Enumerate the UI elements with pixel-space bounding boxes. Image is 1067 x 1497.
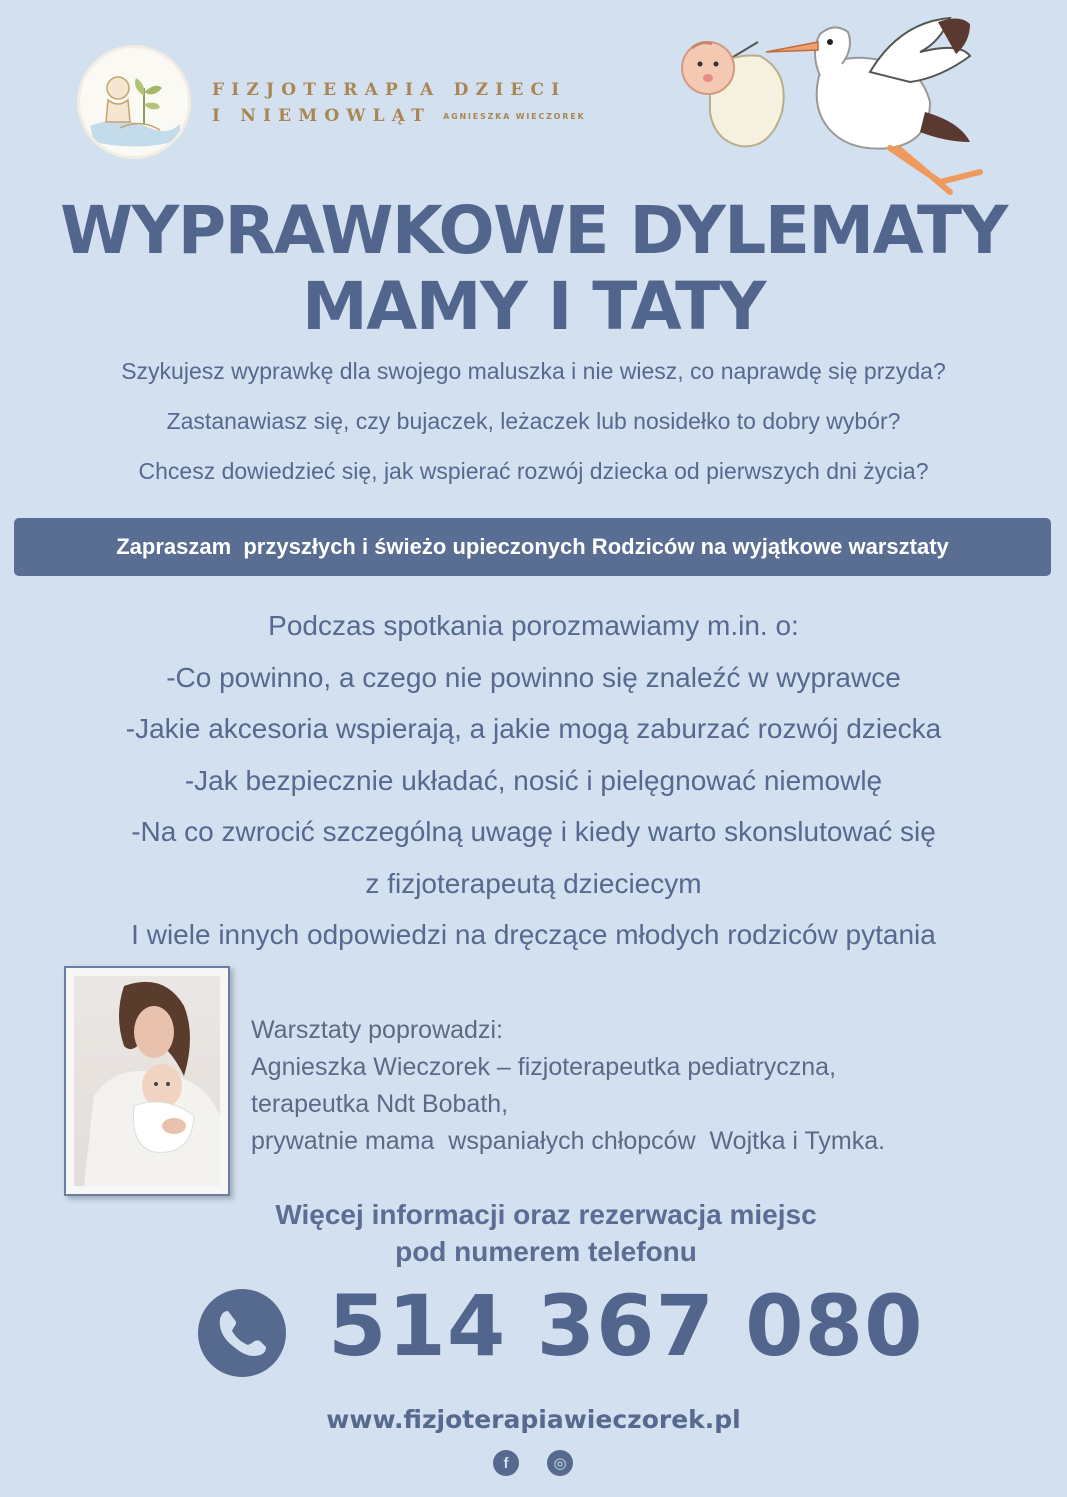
host-photo [64,966,230,1196]
facebook-icon[interactable]: f [493,1450,519,1476]
stork-illustration [670,12,1000,197]
baby-plant-logo-icon [80,48,188,156]
logo-line-1: FIZJOTERAPIA DZIECI [212,80,567,100]
more-info-line-2: pod numerem telefonu [395,1236,697,1267]
website-link[interactable]: www.fizjoterapiawieczorek.pl [326,1405,741,1434]
logo-emblem [80,48,188,156]
intro-line: Szykujesz wyprawkę dla swojego maluszka i nie wiesz, co naprawdę się przyda? [121,358,946,384]
logo-line-2-text: I NIEMOWLĄT [212,106,432,126]
intro-line: Zastanawiasz się, czy bujaczek, leżaczek lub nosidełko to dobry wybór? [166,408,901,434]
intro-questions [0,346,1067,496]
invitation-banner: Zapraszam przyszłych i świeżo upieczonych Rodziców na wyjątkowe warsztaty [14,518,1051,576]
page-title [0,193,1067,345]
topic-item: -Na co zwrocić szczególną uwagę i kiedy warto skonslutować się [131,816,936,847]
host-line: prywatnie mama wspaniałych chłopców Wojtka i Tymka. [251,1127,886,1155]
topics-outro: I wiele innych odpowiedzi na dręczące młodych rodziców pytania [131,919,936,950]
topics-list [0,600,1067,961]
host-line: Agnieszka Wieczorek – fizjoterapeutka pediatryczna, [251,1053,837,1081]
logo-subtitle: AGNIESZKA WIECZOREK [443,112,586,121]
topic-item: -Jakie akcesoria wspierają, a jakie mogą zaburzać rozwój dziecka [125,713,942,744]
title-line-1: WYPRAWKOWE DYLEMATY [60,192,1007,269]
more-info-line-1: Więcej informacji oraz rezerwacja miejsc [275,1199,817,1230]
logo-text [212,80,586,126]
host-line: terapeutka Ndt Bobath, [251,1090,509,1118]
topic-item: -Co powinno, a czego nie powinno się znaleźć w wyprawce [166,661,901,693]
host-info [251,1012,885,1160]
intro-line: Chcesz dowiedzieć się, jak wspierać rozwój dziecka od pierwszych dni życia? [138,458,929,484]
host-label: Warsztaty poprowadzi: [251,1016,503,1044]
topic-item: z fizjoterapeutą dzieciecym [365,867,702,899]
topics-intro: Podczas spotkania porozmawiamy m.in. o: [268,610,799,641]
phone-number[interactable]: 514 367 080 [328,1277,924,1375]
stork-with-baby-icon [670,12,1000,197]
mother-and-baby-icon [74,976,220,1186]
title-line-2: MAMY I TATY [302,268,765,345]
instagram-icon[interactable]: ◎ [547,1450,573,1476]
logo-line-2 [212,106,586,126]
phone-icon [198,1289,286,1377]
mother-with-baby-photo [74,976,220,1186]
more-info [0,1196,1067,1270]
topic-item: -Jak bezpiecznie układać, nosić i pielęgnować niemowlę [184,764,883,796]
